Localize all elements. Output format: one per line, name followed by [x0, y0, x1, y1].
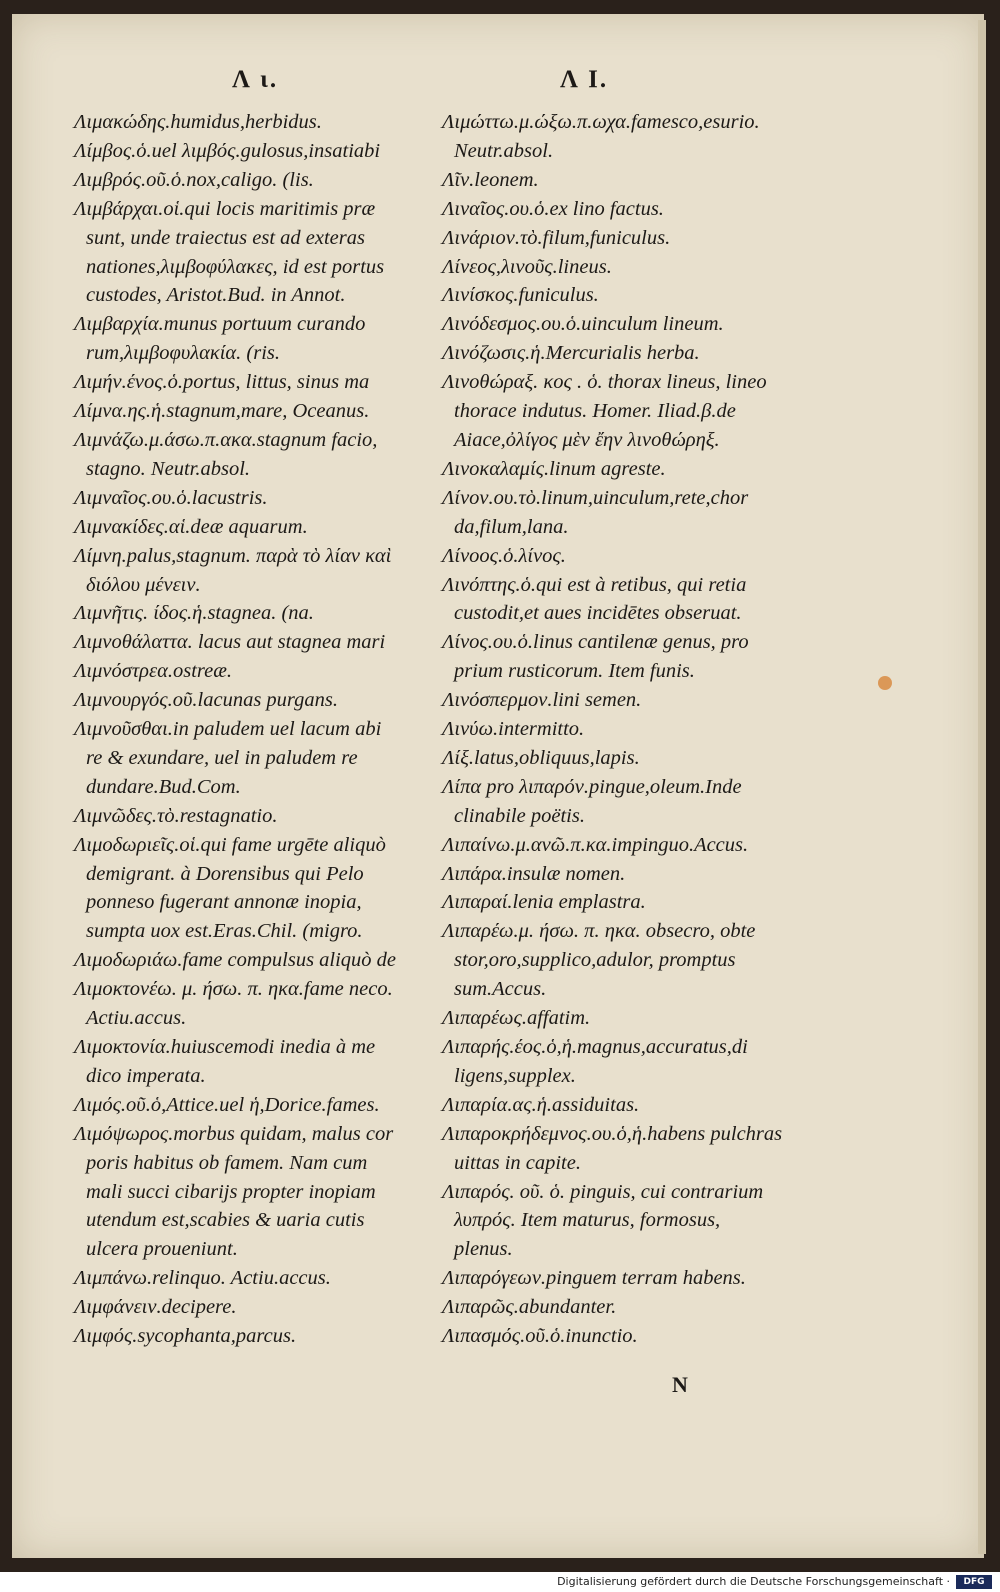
dictionary-line: Λινάριον.τὸ.filum,funiculus.: [442, 226, 671, 249]
dictionary-line: Λινόζωσις.ἡ.Mercurialis herba.: [442, 342, 700, 365]
dictionary-line: Λίπα pro λιπαρόν.pingue,oleum.Inde: [442, 775, 742, 798]
dictionary-line: Λιμόψωρος.morbus quidam, malus cor: [74, 1122, 394, 1145]
dictionary-line: da,filum,lana.: [454, 515, 569, 538]
footer-bar: [0, 1572, 1000, 1592]
dictionary-line: Λιμοκτονέω. μ. ήσω. π. ηκα.fame neco.: [74, 978, 393, 1001]
dictionary-line: sunt, unde traiectus est ad exteras: [86, 226, 365, 249]
signature-mark: N: [672, 1372, 688, 1397]
dictionary-line: Λίμνα.ης.ἡ.stagnum,mare, Oceanus.: [74, 400, 370, 423]
dictionary-line: Λιμνῶδες.τὸ.restagnatio.: [74, 804, 278, 827]
ink-stain: [878, 676, 892, 690]
dictionary-line: dundare.Bud.Com.: [86, 775, 241, 798]
dictionary-line: Λίξ.latus,obliquus,lapis.: [442, 746, 640, 769]
footer-credit: Digitalisierung gefördert durch die Deutsche Forschungsgemeinschaft ·: [557, 1575, 950, 1588]
dictionary-line: stor,oro,supplico,adulor, promptus: [454, 949, 736, 972]
dictionary-line: Λιμνάζω.μ.άσω.π.ακα.stagnum facio,: [74, 428, 378, 451]
dictionary-line: Λιπαρία.ας.ἡ.assiduitas.: [442, 1093, 640, 1116]
dictionary-line: Λιναῖος.ου.ὁ.ex lino factus.: [442, 197, 664, 220]
running-header-right: Λ Ι.: [560, 66, 609, 93]
dictionary-line: Λιμοδωριάω.fame compulsus aliquò de: [74, 949, 397, 972]
dictionary-line: Λιμβαρχία.munus portuum curando: [74, 313, 366, 336]
dictionary-line: Λιπαρός. οῦ. ὁ. pinguis, cui contrarium: [442, 1180, 764, 1203]
dictionary-line: Λιπασμός.οῦ.ὁ.inunctio.: [442, 1325, 638, 1348]
dictionary-line: clinabile poëtis.: [454, 804, 585, 827]
dictionary-line: ponneso fugerant annonæ inopia,: [86, 891, 362, 914]
dictionary-line: ligens,supplex.: [454, 1064, 576, 1087]
dictionary-line: dico imperata.: [86, 1064, 206, 1087]
dictionary-line: Λινοθώραξ. κος . ὁ. thorax lineus, lineo: [442, 371, 767, 394]
page-edge: [978, 20, 986, 1554]
left-column: [74, 108, 414, 1351]
dictionary-line: Λιμφός.sycophanta,parcus.: [74, 1325, 297, 1348]
dictionary-line: Actiu.accus.: [86, 1007, 187, 1030]
dfg-logo: DFG: [956, 1575, 992, 1589]
dictionary-line: sum.Accus.: [454, 978, 547, 1001]
dictionary-line: re & exundare, uel in paludem re: [86, 746, 358, 769]
dictionary-line: Λιπάρα.insulæ nomen.: [442, 862, 626, 885]
dictionary-line: Λινύω.intermitto.: [442, 718, 585, 741]
dictionary-line: Λίνοος.ὁ.λίνος.: [442, 544, 566, 567]
dictionary-line: Λιπαρόγεων.pinguem terram habens.: [442, 1267, 746, 1290]
dictionary-line: Λιμνακίδες.αἱ.deæ aquarum.: [74, 515, 308, 538]
dictionary-line: custodit,et aues incidētes obseruat.: [454, 602, 742, 625]
dictionary-line: Λιμήν.ένος.ὁ.portus, littus, sinus ma: [74, 371, 370, 394]
dictionary-line: Λίμνη.palus,stagnum. παρὰ τὸ λίαν καὶ: [74, 544, 392, 567]
dictionary-line: nationes,λιμβοφύλακες, id est portus: [86, 255, 385, 278]
dictionary-line: Λιμοδωριεῖς.οἱ.qui fame urgēte aliquò: [74, 833, 386, 856]
dictionary-line: Λιπαρέω.μ. ήσω. π. ηκα. obsecro, obte: [442, 920, 756, 943]
dictionary-line: Neutr.absol.: [454, 139, 554, 162]
dictionary-line: Λίνον.ου.τὸ.linum,uinculum,rete,chor: [442, 486, 749, 509]
dictionary-line: plenus.: [454, 1238, 513, 1261]
dictionary-line: ulcera proueniunt.: [86, 1238, 238, 1261]
dictionary-line: custodes, Aristot.Bud. in Annot.: [86, 284, 346, 307]
dictionary-line: Λίνος.ου.ὁ.linus cantilenæ genus, pro: [442, 631, 749, 654]
dictionary-line: uittas in capite.: [454, 1151, 581, 1174]
dictionary-line: Λιμναῖος.ου.ὁ.lacustris.: [74, 486, 268, 509]
dictionary-line: prium rusticorum. Item funis.: [454, 660, 695, 683]
running-header-left: Λ ι.: [232, 66, 279, 93]
dictionary-line: Λιπαίνω.μ.ανῶ.π.κα.impinguo.Accus.: [442, 833, 749, 856]
dictionary-line: poris habitus ob famem. Nam cum: [86, 1151, 368, 1174]
dictionary-line: mali succi cibarijs propter inopiam: [86, 1180, 376, 1203]
dictionary-line: Λινόσπερμον.lini semen.: [442, 689, 642, 712]
dictionary-line: Λιμώττω.μ.ώξω.π.ωχα.famesco,esurio.: [442, 111, 760, 133]
dictionary-line: Λιμβρός.οῦ.ὁ.nox,caligo. (lis.: [74, 168, 314, 191]
dictionary-line: Λιμοκτονία.huiuscemodi inedia à me: [74, 1036, 376, 1058]
dictionary-line: Aiace,ὀλίγος μὲν ἔην λινοθώρηξ.: [454, 428, 720, 451]
dictionary-line: Λιμφάνειν.decipere.: [74, 1296, 237, 1319]
dictionary-line: Λιμνοθάλαττα. lacus aut stagnea mari: [74, 631, 386, 654]
dictionary-line: διόλου μένειν.: [86, 573, 201, 596]
dictionary-line: Λινίσκος.funiculus.: [442, 284, 599, 307]
dictionary-line: Λιμνόστρεα.ostreæ.: [74, 660, 233, 683]
dictionary-line: Λιμνουργός.οῦ.lacunas purgans.: [74, 689, 338, 712]
dictionary-line: Λιμακώδης.humidus,herbidus.: [74, 111, 322, 133]
dictionary-line: λυπρός. Item maturus, formosus,: [454, 1209, 721, 1232]
right-column: [442, 108, 787, 1351]
dictionary-line: Λινόδεσμος.ου.ὁ.uinculum lineum.: [442, 313, 724, 336]
dictionary-line: Λιπαροκρήδεμνος.ου.ὁ,ἡ.habens pulchras: [442, 1122, 783, 1145]
dictionary-line: Λίμβος.ὁ.uel λιμβός.gulosus,insatiabi: [74, 139, 381, 162]
dictionary-line: Λιπαρής.έος.ὁ,ἡ.magnus,accuratus,di: [442, 1036, 748, 1058]
dictionary-line: Λῖν.leonem.: [442, 168, 539, 191]
dictionary-line: Λινοκαλαμίς.linum agreste.: [442, 457, 666, 480]
dictionary-line: demigrant. à Dorensibus qui Pelo: [86, 862, 364, 885]
dictionary-line: Λιπαραί.lenia emplastra.: [442, 891, 646, 914]
dictionary-line: stagno. Neutr.absol.: [86, 457, 251, 480]
dictionary-line: Λιμβάρχαι.οἱ.qui locis maritimis præ: [74, 197, 376, 220]
dictionary-line: Λιπαρέως.affatim.: [442, 1007, 591, 1030]
dictionary-line: Λινόπτης.ὁ.qui est à retibus, qui retia: [442, 573, 747, 596]
dictionary-line: sumpta uox est.Eras.Chil. (migro.: [86, 920, 363, 943]
dictionary-line: thorace indutus. Homer. Iliad.β.de: [454, 400, 736, 423]
dictionary-line: Λιμνῆτις. ίδος.ἡ.stagnea. (na.: [74, 602, 314, 625]
dictionary-line: rum,λιμβοφυλακία. (ris.: [86, 342, 281, 365]
dictionary-line: Λιπαρῶς.abundanter.: [442, 1296, 617, 1319]
dictionary-line: Λίνεος,λινοῦς.lineus.: [442, 255, 612, 278]
dictionary-line: Λιμός.οῦ.ὁ,Attice.uel ἡ,Dorice.fames.: [74, 1093, 380, 1116]
dictionary-line: Λιμνοῦσθαι.in paludem uel lacum abi: [74, 718, 382, 741]
dictionary-line: Λιμπάνω.relinquo. Actiu.accus.: [74, 1267, 331, 1290]
dictionary-line: utendum est,scabies & uaria cutis: [86, 1209, 365, 1232]
